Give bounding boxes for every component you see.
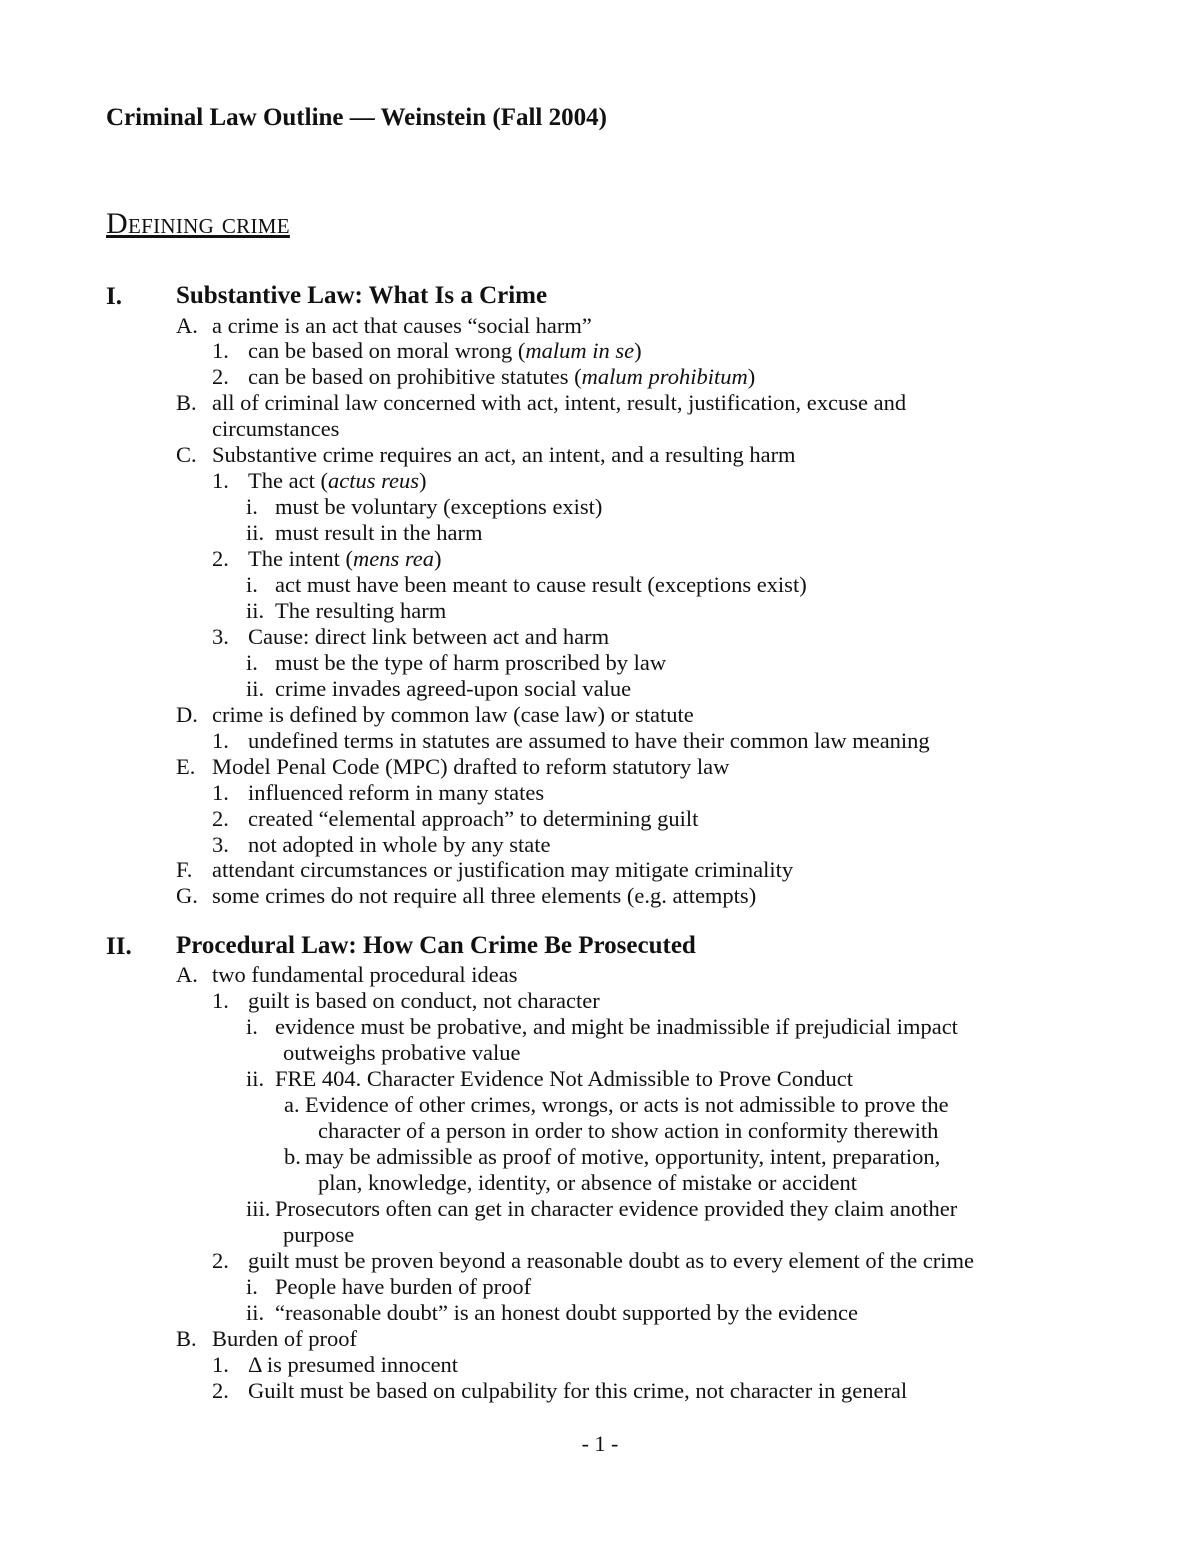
outline-item-text: not adopted in whole by any state — [248, 832, 551, 857]
outline-item-after: ) — [747, 364, 756, 389]
outline-item-text: may be admissible as proof of motive, opportunity, intent, preparation, — [305, 1144, 941, 1169]
outline-item-text: Prosecutors often can get in character evidence provided they claim another — [275, 1196, 958, 1221]
outline-marker: ii. — [246, 1066, 265, 1091]
outline-item-text: Model Penal Code (MPC) drafted to reform statutory law — [212, 754, 730, 779]
outline-item — [305, 1144, 940, 1170]
outline-item-text: must be voluntary (exceptions exist) — [275, 494, 603, 519]
outline-item — [248, 1352, 458, 1378]
outline-marker: 2. — [212, 806, 229, 831]
outline-marker: A. — [176, 313, 198, 338]
outline-item-text: Substantive crime requires an act, an intent, and a resulting harm — [212, 442, 796, 467]
outline-item — [283, 1222, 354, 1248]
outline-marker: 1. — [212, 728, 229, 753]
outline-marker: i. — [246, 1274, 258, 1299]
outline-marker: 3. — [212, 624, 229, 649]
outline-marker: 1. — [212, 1352, 229, 1377]
outline-item-text: must be the type of harm proscribed by law — [275, 650, 667, 675]
outline-heading — [176, 933, 696, 959]
outline-marker: D. — [176, 702, 198, 727]
outline-item-after: ) — [634, 338, 642, 363]
outline-item — [248, 1248, 974, 1274]
outline-item — [212, 416, 339, 442]
outline-marker: II. — [106, 933, 132, 960]
outline-item — [248, 988, 600, 1014]
outline-item-text: all of criminal law concerned with act, intent, result, justification, excuse and — [212, 390, 907, 415]
outline-item — [275, 572, 807, 598]
outline-item — [212, 857, 793, 883]
outline-item-text: Burden of proof — [212, 1326, 357, 1351]
outline-item-after: ) — [434, 546, 442, 571]
outline-item — [212, 390, 906, 416]
outline-item — [248, 468, 427, 494]
outline-item-text: The intent ( — [248, 546, 353, 571]
outline-marker: I. — [106, 283, 122, 310]
outline-item — [275, 520, 482, 546]
outline-marker: ii. — [246, 676, 265, 701]
outline-item-italic: malum in se — [525, 338, 635, 363]
outline-marker: C. — [176, 442, 197, 467]
outline-item — [212, 754, 729, 780]
outline-item-text: outweighs probative value — [283, 1040, 521, 1065]
outline-item — [248, 728, 930, 754]
page-number: - 1 - — [581, 1431, 619, 1456]
outline-item — [212, 1326, 357, 1352]
outline-item — [212, 883, 756, 909]
outline-item — [248, 364, 755, 390]
outline-item — [275, 1300, 858, 1326]
outline-marker: ii. — [246, 1300, 265, 1325]
outline-item-text: two fundamental procedural ideas — [212, 962, 518, 987]
outline-item-italic: malum prohibitum — [581, 364, 748, 389]
outline-item-after: ) — [419, 468, 427, 493]
outline-marker: 1. — [212, 780, 229, 805]
outline-item — [275, 1274, 531, 1300]
outline-marker: 3. — [212, 832, 229, 857]
outline-item — [212, 442, 796, 468]
outline-item-text: circumstances — [212, 416, 340, 441]
outline-item — [283, 1040, 520, 1066]
outline-item-text: can be based on moral wrong ( — [248, 338, 526, 363]
outline-marker: ii. — [246, 520, 265, 545]
outline-item-text: purpose — [283, 1222, 355, 1247]
outline-item-text: Guilt must be based on culpability for this crime, not character in general — [248, 1378, 908, 1403]
outline-item — [275, 676, 631, 702]
outline-item — [212, 962, 518, 988]
outline-item — [248, 338, 642, 364]
outline-item — [248, 832, 550, 858]
outline-item-text: Cause: direct link between act and harm — [248, 624, 610, 649]
outline-marker: G. — [176, 883, 198, 908]
outline-item — [248, 1378, 907, 1404]
outline-item-text: act must have been meant to cause result (exceptions exist) — [275, 572, 807, 597]
outline-item — [212, 313, 592, 339]
outline-marker: B. — [176, 390, 197, 415]
outline-item-text: some crimes do not require all three elements (e.g. attempts) — [212, 883, 757, 908]
outline-heading — [176, 283, 547, 309]
outline-marker: iii. — [246, 1196, 271, 1221]
outline-item-text: Evidence of other crimes, wrongs, or acts is not admissible to prove the — [305, 1092, 949, 1117]
outline-item-text: crime invades agreed-upon social value — [275, 676, 632, 701]
outline-marker: b. — [284, 1144, 301, 1169]
outline-item-text: guilt is based on conduct, not character — [248, 988, 600, 1013]
outline-item-text: Procedural Law: How Can Crime Be Prosecuted — [176, 932, 696, 959]
outline-item-text: must result in the harm — [275, 520, 483, 545]
outline-item-text: created “elemental approach” to determining guilt — [248, 806, 699, 831]
outline-marker: F. — [176, 857, 193, 882]
outline-item-italic: mens rea — [352, 546, 434, 571]
outline-item — [275, 650, 666, 676]
outline-item-text: FRE 404. Character Evidence Not Admissible to Prove Conduct — [275, 1066, 854, 1091]
document-title: Criminal Law Outline — Weinstein (Fall 2004) — [106, 104, 607, 131]
outline-item — [318, 1118, 938, 1144]
outline-item — [275, 1066, 853, 1092]
outline-item — [248, 546, 442, 572]
outline-item-text: crime is defined by common law (case law) or statute — [212, 702, 694, 727]
outline-marker: i. — [246, 650, 258, 675]
outline-marker: 2. — [212, 546, 229, 571]
outline-marker: 1. — [212, 468, 229, 493]
outline-item-text: plan, knowledge, identity, or absence of mistake or accident — [318, 1170, 857, 1195]
outline-item — [275, 494, 602, 520]
outline-item-text: character of a person in order to show action in conformity therewith — [318, 1118, 939, 1143]
outline-marker: 2. — [212, 1378, 229, 1403]
outline-marker: i. — [246, 1014, 258, 1039]
outline-item — [248, 780, 544, 806]
outline-marker: B. — [176, 1326, 197, 1351]
outline-marker: 1. — [212, 988, 229, 1013]
outline-item-text: a crime is an act that causes “social harm” — [212, 313, 592, 338]
outline-marker: a. — [284, 1092, 300, 1117]
section-heading: Defining crime — [106, 207, 290, 240]
outline-item-text: Δ is presumed innocent — [248, 1352, 459, 1377]
outline-item-text: undefined terms in statutes are assumed to have their common law meaning — [248, 728, 930, 753]
outline-marker: i. — [246, 572, 258, 597]
outline-marker: 2. — [212, 364, 229, 389]
outline-item-text: guilt must be proven beyond a reasonable doubt as to every element of the crime — [248, 1248, 975, 1273]
outline-item — [275, 598, 446, 624]
outline-item-text: Substantive Law: What Is a Crime — [176, 282, 548, 309]
outline-marker: 2. — [212, 1248, 229, 1273]
outline-item — [248, 806, 698, 832]
outline-item-text: influenced reform in many states — [248, 780, 545, 805]
outline-item-italic: actus reus — [327, 468, 419, 493]
outline-item — [275, 1196, 957, 1222]
outline-item-text: The act ( — [248, 468, 328, 493]
outline-item-text: The resulting harm — [275, 598, 447, 623]
outline-marker: E. — [176, 754, 196, 779]
outline-item-text: can be based on prohibitive statutes ( — [248, 364, 582, 389]
outline-item — [275, 1014, 958, 1040]
outline-item — [305, 1092, 949, 1118]
outline-marker: i. — [246, 494, 258, 519]
outline-marker: A. — [176, 962, 198, 987]
outline-marker: ii. — [246, 598, 265, 623]
outline-item — [318, 1170, 857, 1196]
outline-item — [248, 624, 609, 650]
outline-item-text: People have burden of proof — [275, 1274, 532, 1299]
outline-item — [212, 702, 694, 728]
outline-marker: 1. — [212, 338, 229, 363]
outline-item-text: evidence must be probative, and might be inadmissible if prejudicial impact — [275, 1014, 958, 1039]
outline-item-text: “reasonable doubt” is an honest doubt supported by the evidence — [275, 1300, 858, 1325]
outline-item-text: attendant circumstances or justification may mitigate criminality — [212, 857, 794, 882]
